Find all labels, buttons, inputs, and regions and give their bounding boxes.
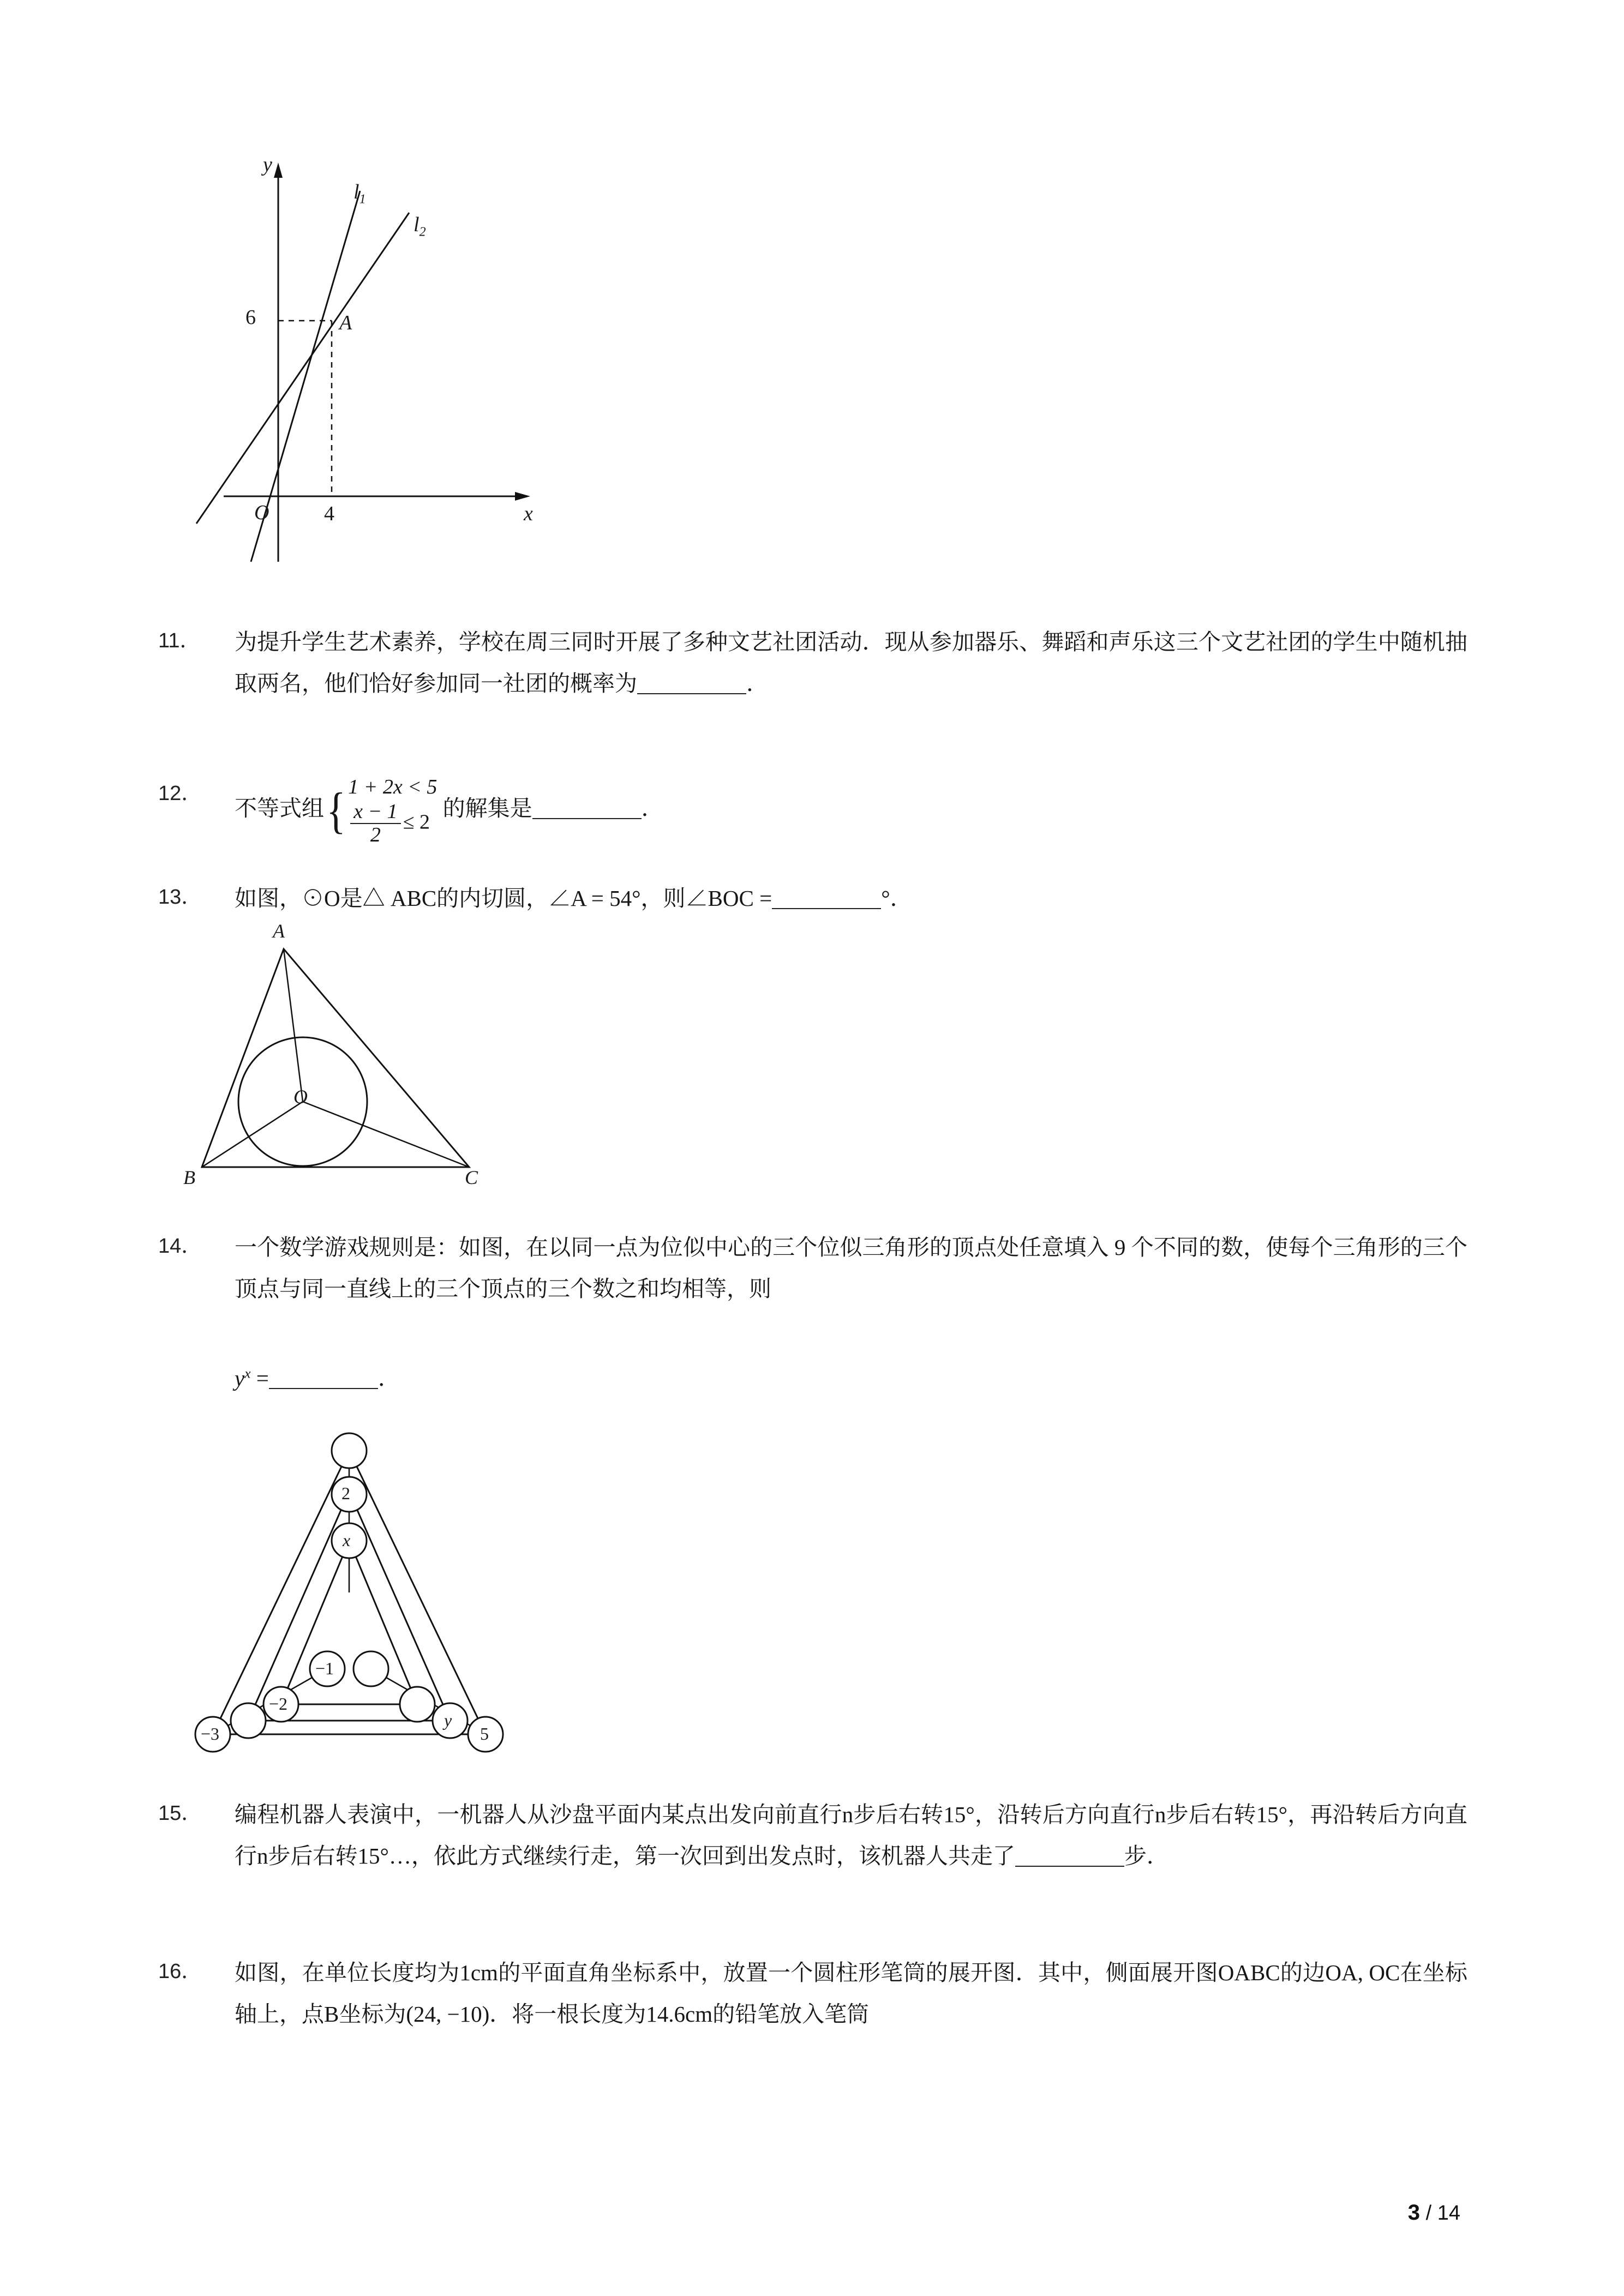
answer-var-exponent: x <box>244 1366 251 1381</box>
system-brace: { <box>326 783 346 839</box>
question-11-text <box>235 622 1467 705</box>
question-15 <box>158 1794 1467 1877</box>
question-15-unit: 步． <box>1124 1843 1169 1868</box>
question-16 <box>158 1952 1467 2035</box>
y-tick-label: 6 <box>245 306 256 329</box>
question-16-number: 16． <box>158 1960 202 1983</box>
page-number-current: 3 <box>1407 2201 1421 2225</box>
question-11 <box>158 622 1467 705</box>
inequality-1: 1 + 2x < 5 <box>348 776 438 798</box>
question-15-number: 15． <box>158 1802 202 1825</box>
puzzle-node-label-5: 5 <box>480 1724 489 1744</box>
question-15-text <box>235 1794 1467 1877</box>
page-footer <box>1408 2201 1460 2225</box>
puzzle-node-label-x: x <box>343 1530 351 1550</box>
page-number-separator: / <box>1425 2202 1432 2225</box>
point-a-label: A <box>339 311 352 334</box>
page-number-total: 14 <box>1437 2202 1460 2225</box>
figure-linear-graph <box>180 147 671 594</box>
triangle-vertex-b-label: B <box>183 1167 195 1188</box>
similar-triangles-svg <box>180 1429 551 1767</box>
question-13-text <box>235 878 1467 919</box>
question-14-period: ． <box>377 1366 400 1391</box>
question-11-body: 为提升学生艺术素养，学校在周三同时开展了多种文艺社团活动．现从参加器乐、舞蹈和声乐这三个文艺社团的学生中随机抽取两名，他们恰好参加同一社团的概率为 <box>235 629 1467 696</box>
inequality-2-rel: ≤ 2 <box>403 810 430 834</box>
x-tick-label: 4 <box>324 502 334 525</box>
question-14-answer-blank[interactable] <box>269 1366 378 1389</box>
question-12-mid: 的解集是 <box>442 795 532 821</box>
question-14-answer-line <box>158 1358 1467 1399</box>
fraction: $\frac{x - 1}{2}$ <box>350 801 401 848</box>
incircle-triangle-svg <box>180 938 518 1189</box>
puzzle-node-label-neg3: −3 <box>201 1724 220 1744</box>
puzzle-node-label-neg1: −1 <box>315 1658 334 1678</box>
question-12-number: 12． <box>158 782 202 805</box>
question-12 <box>158 774 1467 847</box>
question-12-lead: 不等式组 <box>235 795 324 821</box>
question-13-body: 如图，⊙O是△ ABC的内切圆，∠A = 54°，则∠BOC = <box>235 886 772 911</box>
line-l2-label: $l_2$ <box>414 213 426 239</box>
question-14-answer-text <box>235 1358 1467 1399</box>
question-16-text <box>235 1952 1467 2035</box>
origin-label: O <box>254 501 269 524</box>
answer-equals: = <box>256 1366 269 1391</box>
question-12-answer-blank[interactable] <box>532 796 642 819</box>
question-11-number: 11． <box>158 629 201 652</box>
answer-var-base: y <box>235 1366 245 1391</box>
question-11-period: ． <box>746 670 769 696</box>
triangle-vertex-a-label: A <box>273 920 285 942</box>
figure-incircle-triangle <box>180 920 518 1189</box>
question-14-text <box>235 1227 1467 1310</box>
question-13 <box>158 878 1467 919</box>
question-12-period: ． <box>641 795 664 821</box>
line-l1-label: $l_1$ <box>353 181 366 207</box>
inequality-system <box>348 774 437 847</box>
question-14 <box>158 1227 1467 1310</box>
question-12-text <box>235 774 1467 847</box>
puzzle-node-label-2: 2 <box>341 1483 350 1503</box>
figure-similar-triangles-puzzle <box>180 1429 551 1767</box>
question-11-answer-blank[interactable] <box>637 671 746 694</box>
incircle-center-label: O <box>293 1086 308 1108</box>
question-16-body: 如图，在单位长度均为1cm的平面直角坐标系中，放置一个圆柱形笔筒的展开图．其中，侧面展开图OABC的边OA, OC在坐标轴上，点B坐标为(24, −10)．将一根长度为14.6cm的铅笔放入笔筒 <box>235 1960 1467 2027</box>
inequality-2 <box>348 801 437 848</box>
puzzle-node-label-y: y <box>444 1710 452 1730</box>
question-13-unit: °． <box>881 886 913 911</box>
puzzle-node-label-neg2: −2 <box>269 1694 288 1714</box>
question-15-body: 编程机器人表演中，一机器人从沙盘平面内某点出发向前直行n步后右转15°，沿转后方向直行n步后右转15°，再沿转后方向直行n步后右转15°…，依此方式继续行走，第一次回到出发点时，该机器人共走了 <box>235 1802 1467 1868</box>
question-14-number: 14． <box>158 1235 202 1258</box>
y-axis-label: y <box>263 153 272 176</box>
triangle-vertex-c-label: C <box>465 1167 478 1188</box>
question-14-body: 一个数学游戏规则是：如图，在以同一点为位似中心的三个位似三角形的顶点处任意填入 9 个不同的数，使每个三角形的三个顶点与同一直线上的三个顶点的三个数之和均相等，则 <box>235 1235 1467 1301</box>
question-13-answer-blank[interactable] <box>772 886 881 909</box>
question-15-answer-blank[interactable] <box>1015 1843 1124 1867</box>
x-axis-label: x <box>524 502 533 525</box>
question-13-number: 13． <box>158 886 202 909</box>
